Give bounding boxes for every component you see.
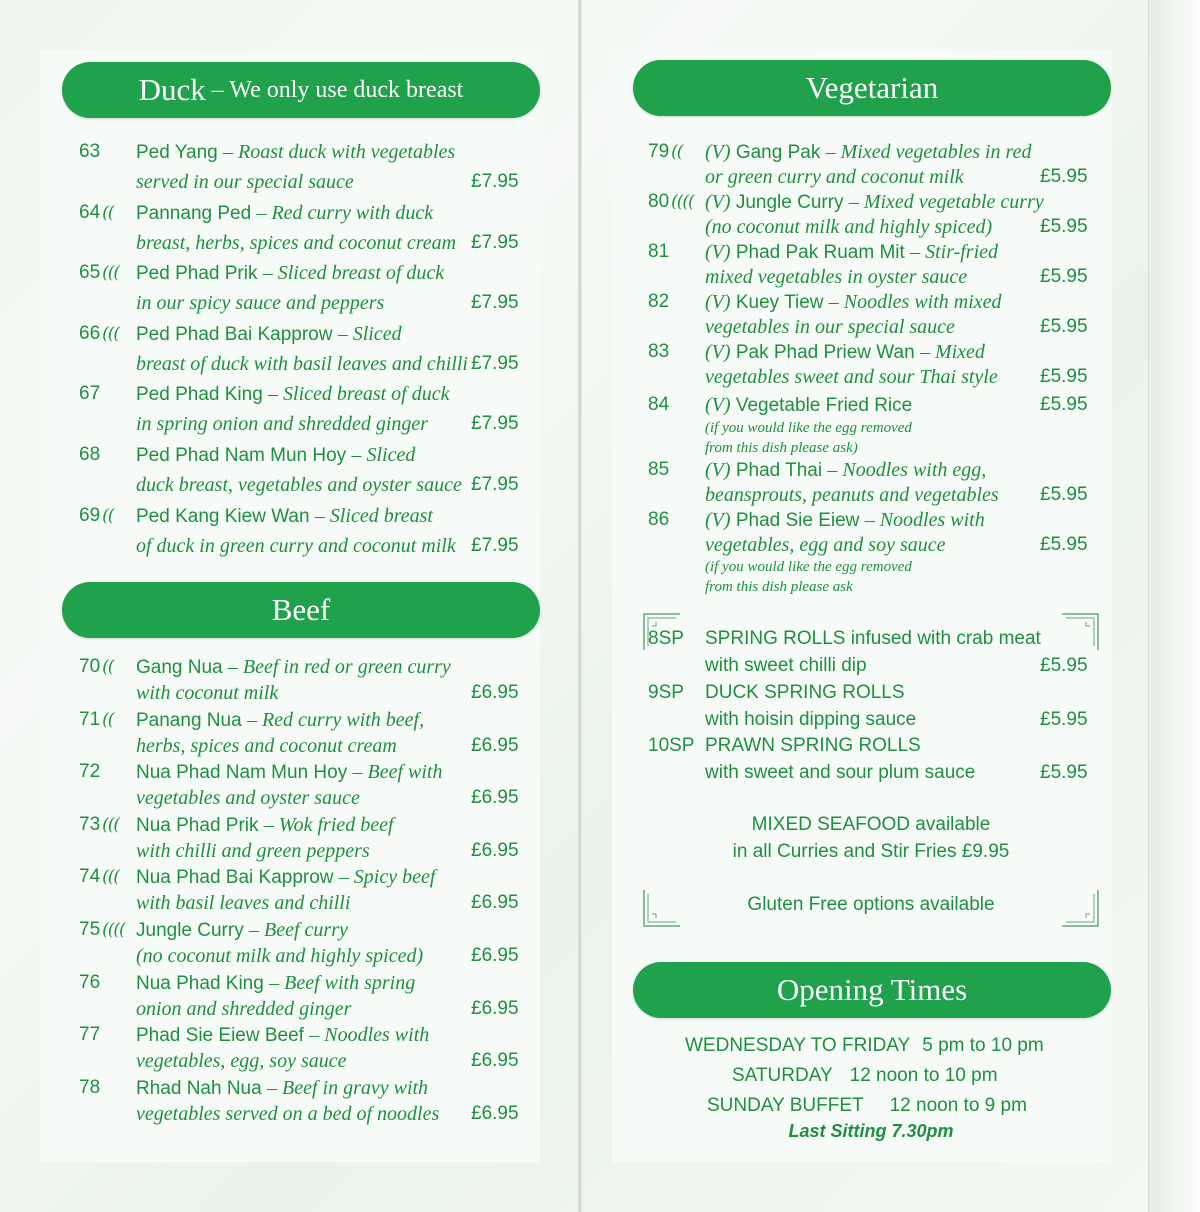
page-fold <box>578 0 582 1212</box>
menu-item-67 <box>79 379 529 440</box>
chilli-icon: ((( <box>102 323 120 344</box>
item-code: 9SP <box>648 681 684 703</box>
menu-item-77 <box>79 1020 529 1073</box>
menu-item-68 <box>79 440 529 501</box>
chilli-icon: (( <box>102 505 114 526</box>
item-price: £6.95 <box>471 839 519 861</box>
opening-day: SATURDAY <box>732 1065 833 1086</box>
item-name: Rhad Nah Nua <box>136 1077 262 1099</box>
item-price: £7.95 <box>471 292 519 314</box>
item-description: – Wok fried beef <box>263 813 394 836</box>
menu-item-64 <box>79 198 529 259</box>
egg-note-line1: (if you would like the egg removed <box>705 559 912 575</box>
item-description: – Beef with <box>352 761 443 784</box>
item-price: £5.95 <box>1040 708 1088 730</box>
item-number: 76 <box>79 971 101 993</box>
veg-marker: (V) <box>705 241 731 263</box>
item-price: £5.95 <box>1040 484 1088 505</box>
seafood-line2: in all Curries and Stir Fries £9.95 <box>732 841 1010 862</box>
menu-item-82 <box>648 287 1098 337</box>
menu-item-65 <box>79 258 529 319</box>
item-description: – Sliced breast of duck <box>268 383 450 406</box>
item-price: £7.95 <box>471 231 519 253</box>
item-description-2: with chilli and green peppers <box>136 839 370 862</box>
item-number: 67 <box>79 383 101 405</box>
menu-item-74 <box>79 862 529 915</box>
item-description: with sweet chilli dip <box>705 655 867 676</box>
item-price: £6.95 <box>471 682 519 703</box>
vegetarian-banner <box>633 60 1111 116</box>
item-number: 85 <box>648 459 670 480</box>
menu-item-69 <box>79 501 529 562</box>
item-description: with hoisin dipping sauce <box>705 708 917 730</box>
item-description: – Red curry with beef, <box>246 708 425 731</box>
item-description: – Mixed vegetables in red <box>825 141 1032 163</box>
item-description-2: beansprouts, peanuts and vegetables <box>705 484 999 506</box>
opening-day: SUNDAY BUFFET <box>707 1095 864 1116</box>
item-name: Ped Phad Prik <box>136 263 258 285</box>
spring-roll-item-8SP <box>648 625 1098 679</box>
item-number: 74 ((( <box>79 866 120 888</box>
item-description: – Noodles with egg, <box>827 459 987 481</box>
item-number: 72 <box>79 761 101 783</box>
item-number: 77 <box>79 1024 101 1046</box>
item-name: Panang Nua <box>136 709 242 731</box>
item-name: Gang Pak <box>735 142 821 163</box>
chilli-icon: ((( <box>102 263 120 284</box>
item-description-2: vegetables in our special sauce <box>705 316 955 338</box>
item-description-2: in our spicy sauce and peppers <box>136 292 385 315</box>
item-description: – Sliced breast <box>314 504 433 527</box>
item-number: 66 ((( <box>79 322 120 344</box>
item-description: with sweet and sour plum sauce <box>705 762 976 783</box>
item-name: Ped Yang <box>136 142 218 163</box>
item-description-2: mixed vegetables in oyster sauce <box>705 266 968 288</box>
egg-note-line2: from this dish please ask) <box>705 440 858 456</box>
item-number: 73 ((( <box>79 813 120 835</box>
menu-item-84 <box>648 390 1098 460</box>
item-description-2: vegetables, egg and soy sauce <box>705 534 946 556</box>
opening-day: WEDNESDAY TO FRIDAY <box>685 1035 911 1056</box>
item-price: £7.95 <box>471 352 519 374</box>
opening-time: 12 noon to 10 pm <box>849 1065 998 1086</box>
item-description-2: breast of duck with basil leaves and chilli <box>136 352 468 375</box>
item-description-2: served in our special sauce <box>136 171 354 193</box>
item-description: – Spicy beef <box>338 866 436 889</box>
item-name: Ped Phad King <box>136 384 263 406</box>
item-name: Phad Thai <box>735 460 823 481</box>
item-description: – Mixed vegetable curry <box>848 191 1044 213</box>
item-number: 84 <box>648 394 670 415</box>
menu-item-63 <box>79 137 529 198</box>
item-name: Ped Kang Kiew Wan <box>136 505 310 527</box>
item-name: Kuey Tiew <box>735 292 824 313</box>
item-name: Phad Sie Eiew Beef <box>136 1025 304 1047</box>
item-name: Ped Phad Nam Mun Hoy <box>136 445 347 466</box>
menu-item-76 <box>79 968 529 1021</box>
item-price: £6.95 <box>471 997 519 1019</box>
item-price: £6.95 <box>471 1050 519 1072</box>
item-name: SPRING ROLLS infused with crab meat <box>705 628 1041 649</box>
item-number: 70 (( <box>79 656 114 677</box>
item-description: – Stir-fried <box>910 241 999 263</box>
opening-row-saturday <box>732 1065 998 1087</box>
item-name: Phad Pak Ruam Mit <box>735 242 905 263</box>
item-price: £6.95 <box>471 734 519 756</box>
item-price: £7.95 <box>471 534 519 556</box>
item-description: – Roast duck with vegetables <box>223 141 456 163</box>
opening-time: 5 pm to 10 pm <box>922 1035 1044 1056</box>
item-name: Nua Phad Nam Mun Hoy <box>136 762 348 784</box>
item-number: 64 (( <box>79 201 114 223</box>
item-description-2: with coconut milk <box>136 682 279 704</box>
beef-title: Beef <box>271 592 331 627</box>
item-number: 65 ((( <box>79 262 120 284</box>
item-description-2: breast, herbs, spices and coconut cream <box>136 231 457 254</box>
spring-roll-item-10SP <box>648 732 1098 786</box>
item-description: – Beef in red or green curry <box>227 656 451 678</box>
menu-item-83 <box>648 337 1098 387</box>
egg-note-line2: from this dish please ask <box>705 579 853 595</box>
item-number: 78 <box>79 1076 101 1098</box>
item-name: Jungle Curry <box>735 192 844 213</box>
item-price: £5.95 <box>1040 394 1088 415</box>
item-description-2: of duck in green curry and coconut milk <box>136 534 456 557</box>
item-price: £6.95 <box>471 787 519 809</box>
chilli-icon: (((( <box>671 192 694 212</box>
item-name: Nua Phad King <box>136 972 264 994</box>
item-description: – Sliced <box>337 322 402 345</box>
opening-times-title: Opening Times <box>776 972 968 1007</box>
item-number: 86 <box>648 509 670 530</box>
item-name: Gang Nua <box>136 657 223 678</box>
item-description: – Noodles with mixed <box>828 291 1002 313</box>
item-code: 8SP <box>648 628 684 649</box>
opening-times-banner <box>633 962 1111 1018</box>
egg-note-line1: (if you would like the egg removed <box>705 420 912 436</box>
chilli-icon: (( <box>102 657 114 677</box>
chilli-icon: (( <box>671 142 683 162</box>
item-name: Pak Phad Priew Wan <box>735 342 915 363</box>
duck-banner <box>62 62 540 118</box>
item-description: – Sliced <box>351 444 416 466</box>
item-number: 79 (( <box>648 141 683 162</box>
last-sitting: Last Sitting 7.30pm <box>788 1121 954 1141</box>
item-number: 80 (((( <box>648 191 694 212</box>
item-price: £6.95 <box>471 1102 519 1124</box>
gluten-free-note: Gluten Free options available <box>747 894 995 915</box>
item-description-2: (no coconut milk and highly spiced) <box>136 945 424 967</box>
menu-item-66 <box>79 319 529 380</box>
menu-item-81 <box>648 237 1098 287</box>
item-description-2: vegetables and oyster sauce <box>136 787 360 810</box>
menu-item-72 <box>79 757 529 810</box>
item-price: £5.95 <box>1040 762 1088 783</box>
item-name: Jungle Curry <box>136 920 244 941</box>
menu-item-78 <box>79 1073 529 1126</box>
opening-row-weekday <box>685 1035 1044 1057</box>
menu-item-70 <box>79 652 529 705</box>
veg-marker: (V) <box>705 394 731 416</box>
item-price: £5.95 <box>1040 366 1088 387</box>
menu-item-75 <box>79 915 529 968</box>
item-description-2: in spring onion and shredded ginger <box>136 413 429 436</box>
item-description: – Beef with spring <box>269 971 416 994</box>
menu-item-79 <box>648 137 1098 187</box>
opening-time: 12 noon to 9 pm <box>889 1095 1027 1116</box>
item-price: £5.95 <box>1040 655 1088 676</box>
item-description: – Noodles with <box>309 1024 430 1047</box>
item-price: £5.95 <box>1040 534 1088 555</box>
item-description: – Mixed <box>919 341 985 363</box>
item-name: Ped Phad Bai Kapprow <box>136 323 333 345</box>
item-name: Nua Phad Prik <box>136 814 259 836</box>
menu-item-85 <box>648 455 1098 510</box>
page-edge <box>1148 0 1200 1212</box>
beef-banner <box>62 582 540 638</box>
item-description-2: (no coconut milk and highly spiced) <box>705 216 993 238</box>
spring-roll-item-9SP <box>648 679 1098 733</box>
item-description-2: duck breast, vegetables and oyster sauce <box>136 474 462 496</box>
item-price: £7.95 <box>471 474 519 495</box>
item-price: £5.95 <box>1040 266 1088 287</box>
menu-item-86 <box>648 505 1098 600</box>
item-description-2: herbs, spices and coconut cream <box>136 734 397 757</box>
item-description: – Beef in gravy with <box>266 1076 429 1099</box>
veg-marker: (V) <box>705 509 731 531</box>
item-description-2: vegetables served on a bed of noodles <box>136 1102 440 1125</box>
item-description: – Noodles with <box>864 509 985 531</box>
item-description-2: vegetables sweet and sour Thai style <box>705 366 998 388</box>
item-number: 71 (( <box>79 708 114 730</box>
item-description-2: or green curry and coconut milk <box>705 166 964 188</box>
duck-subtitle: – We only use duck breast <box>211 76 464 103</box>
chilli-icon: ((( <box>102 814 120 835</box>
item-name: Phad Sie Eiew <box>735 510 860 531</box>
item-number: 75 (((( <box>79 919 125 940</box>
vegetarian-title: Vegetarian <box>805 70 939 105</box>
item-description: – Sliced breast of duck <box>262 262 445 285</box>
item-price: £5.95 <box>1040 216 1088 237</box>
item-number: 69 (( <box>79 504 114 526</box>
duck-title: Duck <box>138 72 206 107</box>
item-price: £7.95 <box>471 413 519 435</box>
veg-marker: (V) <box>705 141 731 163</box>
item-number: 81 <box>648 241 670 262</box>
item-description: – Beef curry <box>249 919 348 941</box>
item-code: 10SP <box>648 735 695 756</box>
item-description: – Red curry with duck <box>256 201 434 224</box>
item-number: 83 <box>648 341 670 362</box>
veg-marker: (V) <box>705 191 731 213</box>
item-price: £6.95 <box>471 945 519 966</box>
item-description-2: onion and shredded ginger <box>136 997 352 1020</box>
veg-marker: (V) <box>705 341 731 363</box>
opening-row-sunday <box>707 1095 1027 1117</box>
item-price: £5.95 <box>1040 316 1088 337</box>
item-number: 82 <box>648 291 670 312</box>
seafood-line1: MIXED SEAFOOD available <box>751 814 991 835</box>
item-description-2: with basil leaves and chilli <box>136 892 351 915</box>
item-name: Nua Phad Bai Kapprow <box>136 867 334 889</box>
item-price: £7.95 <box>471 171 519 192</box>
item-name: Pannang Ped <box>136 202 252 224</box>
chilli-icon: (( <box>102 202 114 223</box>
menu-item-71 <box>79 705 529 758</box>
item-number: 68 <box>79 444 101 465</box>
item-number: 63 <box>79 141 101 162</box>
menu-item-80 <box>648 187 1098 237</box>
item-description-2: vegetables, egg, soy sauce <box>136 1050 347 1073</box>
item-price: £6.95 <box>471 892 519 914</box>
menu-item-73 <box>79 810 529 863</box>
chilli-icon: (( <box>102 709 114 730</box>
item-name: PRAWN SPRING ROLLS <box>705 735 921 756</box>
veg-marker: (V) <box>705 459 731 481</box>
veg-marker: (V) <box>705 291 731 313</box>
chilli-icon: ((( <box>102 867 120 888</box>
item-name: DUCK SPRING ROLLS <box>705 681 905 703</box>
chilli-icon: (((( <box>102 920 125 940</box>
item-name: Vegetable Fried Rice <box>735 395 913 416</box>
item-price: £5.95 <box>1040 166 1088 187</box>
